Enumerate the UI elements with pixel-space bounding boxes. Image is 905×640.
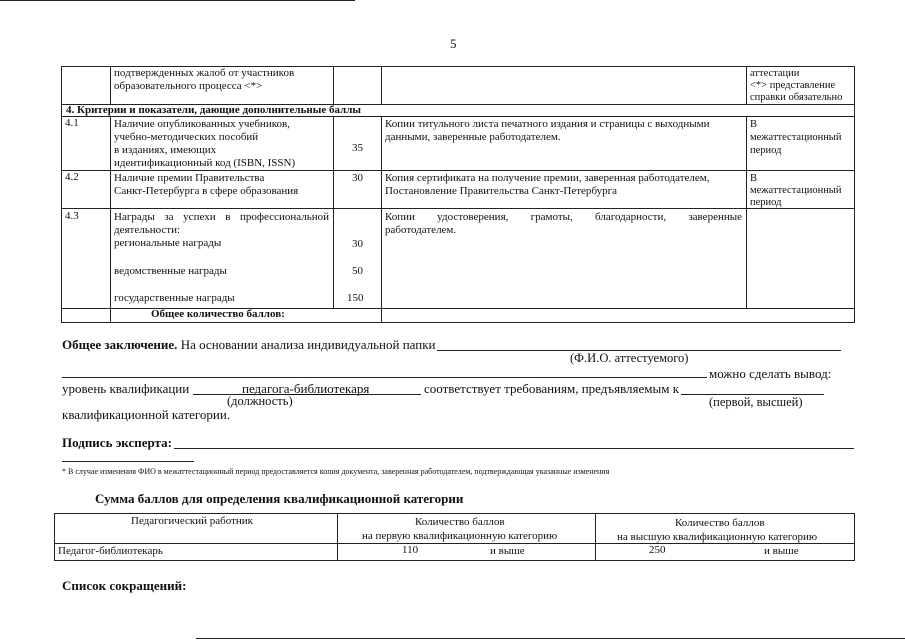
row-first-value: 110 xyxy=(402,544,419,556)
section-4-title: 4. Критерии и показатели, дающие дополнительные баллы xyxy=(66,104,361,116)
row-4-3-criterion-line2: деятельности: xyxy=(114,224,181,236)
row-4-1-docs-line2: данными, заверенные работодателем. xyxy=(385,131,561,143)
expert-signature-label: Подпись эксперта: xyxy=(62,435,172,450)
row0-note-line3: справки обязательно xyxy=(750,92,843,103)
signature-input-line[interactable] xyxy=(174,448,854,449)
conclusion-line xyxy=(62,337,436,353)
row0-criterion-line2: образовательного процесса <*> xyxy=(114,80,263,92)
row-4-3-regional-label: региональные награды xyxy=(114,237,222,249)
row-first-suffix: и выше xyxy=(490,545,525,557)
row-4-2-number: 4.2 xyxy=(65,171,79,183)
row0-criterion-line1: подтвержденных жалоб от участников xyxy=(114,67,295,79)
fio-continuation-line[interactable] xyxy=(62,377,707,378)
row-4-1-criterion-line2: учебно-методических пособий xyxy=(114,131,259,143)
row-4-1-number: 4.1 xyxy=(65,117,79,129)
category-end-text: квалификационной категории. xyxy=(62,407,231,422)
qualification-level-label: уровень квалификации xyxy=(62,381,190,396)
matches-requirements-text: соответствует требованиям, предъявляемым к xyxy=(424,381,680,396)
row-4-1-note-line1: В xyxy=(750,119,758,130)
row0-note-line2: <*> представление xyxy=(750,80,836,91)
row-4-1-points: 35 xyxy=(352,142,363,154)
row-4-3-regional-points: 30 xyxy=(352,238,363,250)
row0-note-line1: аттестации xyxy=(750,68,800,79)
row-4-2-note-line2: межаттестационный xyxy=(750,185,842,196)
header-top-line1: Количество баллов xyxy=(675,517,765,529)
row-worker: Педагог-библиотекарь xyxy=(58,545,163,557)
row-4-3-state-points: 150 xyxy=(347,292,364,304)
row-4-1-criterion-line1: Наличие опубликованных учебников, xyxy=(114,118,290,130)
row-top-value: 250 xyxy=(649,544,666,556)
sum-section-title: Сумма баллов для определения квалификационной категории xyxy=(95,491,464,506)
can-conclude-text: можно сделать вывод: xyxy=(709,366,832,381)
header-first-line2: на первую квалификационную категорию xyxy=(362,530,558,542)
row-4-3-number: 4.3 xyxy=(65,210,79,222)
fio-caption: (Ф.И.О. аттестуемого) xyxy=(570,351,689,365)
header-top-line2: на высшую квалификационную категорию xyxy=(617,531,818,543)
row-4-3-criterion-line1: Награды за успехи в профессиональной xyxy=(114,211,329,223)
footnote-text: * В случае изменения ФИО в межаттестационный период предоставляется копия документа, заверенная работодателем, подтверждающая указанные изменения xyxy=(62,467,610,476)
row-4-1-note-line3: период xyxy=(750,145,782,156)
row-4-3-docs-line1: Копии удостоверения, грамоты, благодарности, заверенные xyxy=(385,211,742,223)
row-top-suffix: и выше xyxy=(764,545,799,557)
row-4-3-docs-line2: работодателем. xyxy=(385,224,457,236)
conclusion-title: Общее заключение. xyxy=(62,337,178,352)
row-4-3-state-label: государственные награды xyxy=(114,292,235,304)
bottom-rule xyxy=(196,638,905,639)
row-4-2-docs-line2: Постановление Правительства Санкт-Петербурга xyxy=(385,185,617,197)
row-4-1-criterion-line4: идентификационный код (ISBN, ISSN) xyxy=(114,157,296,169)
header-worker: Педагогический работник xyxy=(131,515,253,527)
row-4-2-docs-line1: Копия сертификата на получение премии, заверенная работодателем, xyxy=(385,172,710,184)
category-caption: (первой, высшей) xyxy=(709,395,803,409)
position-value: педагога-библиотекаря xyxy=(242,381,370,396)
row-4-3-departmental-points: 50 xyxy=(352,265,363,277)
row-4-1-criterion-line3: в изданиях, имеющих xyxy=(114,144,217,156)
row-4-1-note-line2: межаттестационный xyxy=(750,132,842,143)
row-4-2-criterion-line2: Санкт-Петербурга в сфере образования xyxy=(114,185,299,197)
conclusion-text: На основании анализа индивидуальной папки xyxy=(180,337,436,352)
header-first-line1: Количество баллов xyxy=(415,516,505,528)
footnote-separator xyxy=(62,461,194,462)
total-points-label: Общее количество баллов: xyxy=(151,308,285,320)
row-4-2-note-line1: В xyxy=(750,173,758,184)
row-4-2-note-line3: период xyxy=(750,197,782,208)
row-4-2-criterion-line1: Наличие премии Правительства xyxy=(114,172,265,184)
position-caption: (должность) xyxy=(227,394,293,408)
top-rule xyxy=(0,0,355,1)
row-4-2-points: 30 xyxy=(352,172,363,184)
abbreviations-title: Список сокращений: xyxy=(62,578,187,593)
page-number: 5 xyxy=(450,36,457,51)
row-4-1-docs-line1: Копии титульного листа печатного издания и страницы с выходными xyxy=(385,118,710,130)
row-4-3-departmental-label: ведомственные награды xyxy=(114,265,227,277)
